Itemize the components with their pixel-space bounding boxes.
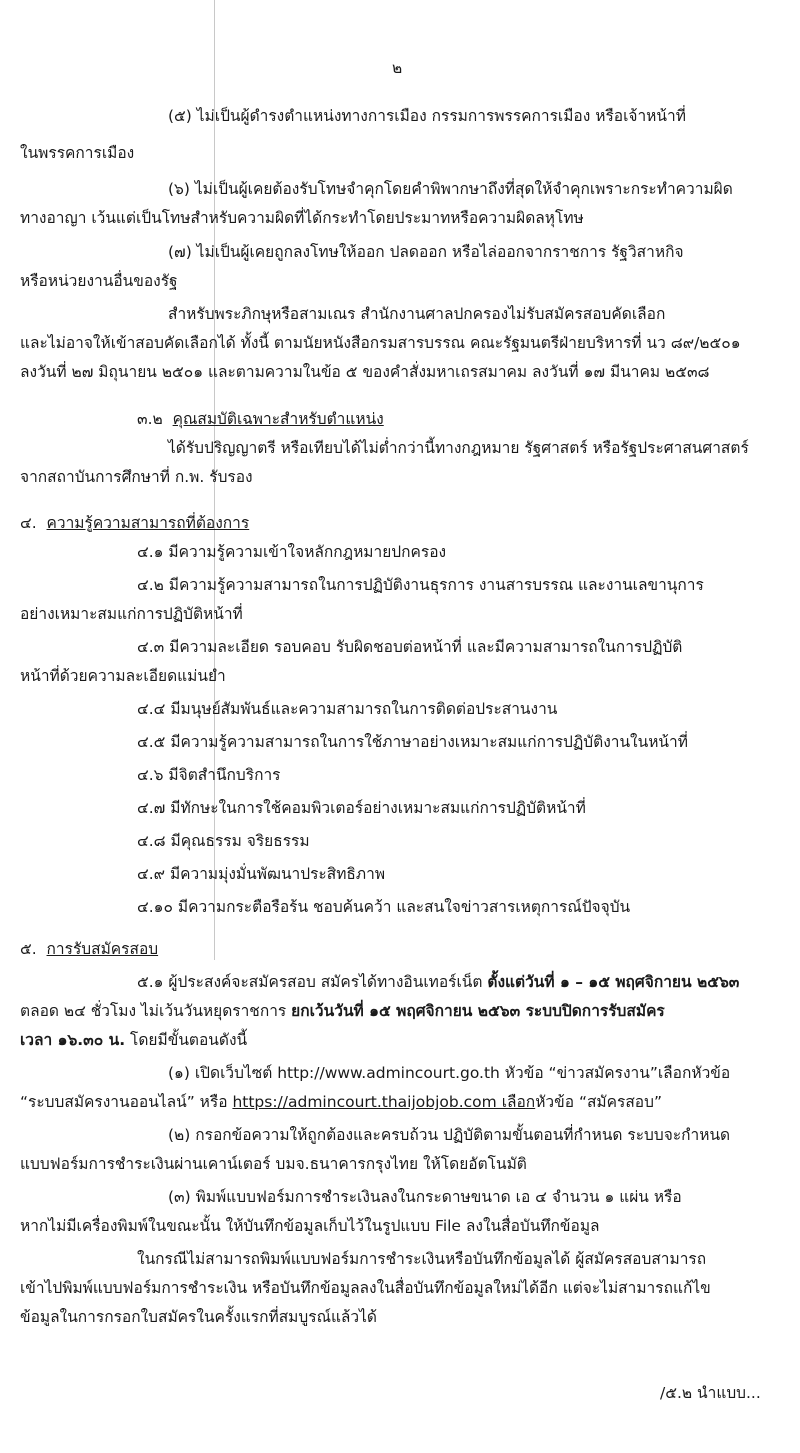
monks-para-line3: ลงวันที่ ๒๗ มิถุนายน ๒๕๐๑ และตามความในข้อ ๕ ของคำสั่งมหาเถรสมาคม ลงวันที่ ๑๗ มีนาคม ๒๕๓๘ xyxy=(20,363,710,381)
section-4-title: ความรู้ความสามารถที่ต้องการ xyxy=(46,514,250,532)
thaijob-link[interactable]: https://admincourt.thaijobjob.com เลือก xyxy=(232,1093,536,1111)
item-4-4: ๔.๔ มีมนุษย์สัมพันธ์และความสามารถในการติดต่อประสานงาน xyxy=(137,700,558,718)
note-line3: ข้อมูลในการกรอกใบสมัครในครั้งแรกที่สมบูรณ์แล้วได้ xyxy=(20,1308,377,1326)
section-5-number: ๕. xyxy=(20,940,37,958)
item-4-8: ๔.๘ มีคุณธรรม จริยธรรม xyxy=(137,832,310,850)
item-4-9: ๔.๙ มีความมุ่งมั่นพัฒนาประสิทธิภาพ xyxy=(137,865,386,883)
item-4-3-line1: ๔.๓ มีความละเอียด รอบคอบ รับผิดชอบต่อหน้าที่ และมีความสามารถในการปฏิบัติ xyxy=(137,638,683,656)
item-4-6: ๔.๖ มีจิตสำนึกบริการ xyxy=(137,766,281,784)
section-5-title: การรับสมัครสอบ xyxy=(46,940,159,958)
section-3-2-heading xyxy=(137,408,384,430)
page-number: ๒ xyxy=(392,59,403,77)
para-3-1-5-line1: (๕) ไม่เป็นผู้ดำรงตำแหน่งทางการเมือง กรรมการพรรคการเมือง หรือเจ้าหน้าที่ xyxy=(168,107,686,125)
step-1-line2: “ระบบสมัครงานออนไลน์” หรือ https://admincourt.thaijobjob.com เลือกหัวข้อ “สมัครสอบ” xyxy=(20,1093,662,1111)
section-4-heading xyxy=(20,512,249,534)
monks-para-line1: สำหรับพระภิกษุหรือสามเณร สำนักงานศาลปกครองไม่รับสมัครสอบคัดเลือก xyxy=(168,305,666,323)
section-3-2-line2: จากสถาบันการศึกษาที่ ก.พ. รับรอง xyxy=(20,468,253,486)
section-5-heading xyxy=(20,938,158,960)
item-4-2-line1: ๔.๒ มีความรู้ความสามารถในการปฏิบัติงานธุรการ งานสารบรรณ และงานเลขานุการ xyxy=(137,576,704,594)
item-4-3-line2: หน้าที่ด้วยความละเอียดแม่นยำ xyxy=(20,667,226,685)
step-2-line1: (๒) กรอกข้อความให้ถูกต้องและครบถ้วน ปฏิบัติตามขั้นตอนที่กำหนด ระบบจะกำหนด xyxy=(168,1126,731,1144)
note-line2: เข้าไปพิมพ์แบบฟอร์มการชำระเงิน หรือบันทึกข้อมูลลงในสื่อบันทึกข้อมูลใหม่ได้อีก แต่จะไม่สามารถแก้ไข xyxy=(20,1279,711,1297)
item-4-5: ๔.๕ มีความรู้ความสามารถในการใช้ภาษาอย่างเหมาะสมแก่การปฏิบัติงานในหน้าที่ xyxy=(137,733,688,751)
step-1-line1: (๑) เปิดเว็บไซต์ http://www.admincourt.go.th หัวข้อ “ข่าวสมัครงาน”เลือกหัวข้อ xyxy=(168,1064,731,1082)
step-3-line2: หากไม่มีเครื่องพิมพ์ในขณะนั้น ให้บันทึกข้อมูลเก็บไว้ในรูปแบบ File ลงในสื่อบันทึกข้อมูล xyxy=(20,1217,600,1235)
section-3-2-number: ๓.๒ xyxy=(137,410,163,428)
para-3-1-6-line2: ทางอาญา เว้นแต่เป็นโทษสำหรับความผิดที่ได้กระทำโดยประมาทหรือความผิดลหุโทษ xyxy=(20,209,584,227)
continuation-marker: /๕.๒ นำแบบ... xyxy=(660,1384,761,1402)
monks-para-line2: และไม่อาจให้เข้าสอบคัดเลือกได้ ทั้งนี้ ตามนัยหนังสือกรมสารบรรณ คณะรัฐมนตรีฝ่ายบริหารที่ นว ๘๙/๒๕๐๑ xyxy=(20,334,741,352)
step-3-line1: (๓) พิมพ์แบบฟอร์มการชำระเงินลงในกระดาษขนาด เอ ๔ จำนวน ๑ แผ่น หรือ xyxy=(168,1188,682,1206)
item-4-2-line2: อย่างเหมาะสมแก่การปฏิบัติหน้าที่ xyxy=(20,605,243,623)
para-3-1-5-line2: ในพรรคการเมือง xyxy=(20,144,135,162)
para-3-1-7-line2: หรือหน่วยงานอื่นของรัฐ xyxy=(20,272,178,290)
para-5-1-line1: ๕.๑ ผู้ประสงค์จะสมัครสอบ สมัครได้ทางอินเทอร์เน็ต ตั้งแต่วันที่ ๑ – ๑๕ พฤศจิกายน ๒๕๖๓ xyxy=(137,973,740,991)
para-5-1-line2: ตลอด ๒๔ ชั่วโมง ไม่เว้นวันหยุดราชการ ยกเว้นวันที่ ๑๕ พฤศจิกายน ๒๕๖๓ ระบบปิดการรับสมัคร xyxy=(20,1002,665,1020)
item-4-7: ๔.๗ มีทักษะในการใช้คอมพิวเตอร์อย่างเหมาะสมแก่การปฏิบัติหน้าที่ xyxy=(137,799,586,817)
step-2-line2: แบบฟอร์มการชำระเงินผ่านเคาน์เตอร์ บมจ.ธนาคารกรุงไทย ให้โดยอัตโนมัติ xyxy=(20,1155,527,1173)
para-3-1-6-line1: (๖) ไม่เป็นผู้เคยต้องรับโทษจำคุกโดยคำพิพากษาถึงที่สุดให้จำคุกเพราะกระทำความผิด xyxy=(168,180,733,198)
para-3-1-7-line1: (๗) ไม่เป็นผู้เคยถูกลงโทษให้ออก ปลดออก หรือไล่ออกจากราชการ รัฐวิสาหกิจ xyxy=(168,243,684,261)
note-line1: ในกรณีไม่สามารถพิมพ์แบบฟอร์มการชำระเงินหรือบันทึกข้อมูลได้ ผู้สมัครสอบสามารถ xyxy=(137,1250,707,1268)
section-4-number: ๔. xyxy=(20,514,37,532)
section-3-2-title: คุณสมบัติเฉพาะสำหรับตำแหน่ง xyxy=(172,410,384,428)
para-5-1-line3: เวลา ๑๖.๓๐ น. โดยมีขั้นตอนดังนี้ xyxy=(20,1031,248,1049)
item-4-10: ๔.๑๐ มีความกระตือรือร้น ชอบค้นคว้า และสนใจข่าวสารเหตุการณ์ปัจจุบัน xyxy=(137,898,631,916)
section-3-2-line1: ได้รับปริญญาตรี หรือเทียบได้ไม่ต่ำกว่านี้ทางกฎหมาย รัฐศาสตร์ หรือรัฐประศาสนศาสตร์ xyxy=(168,439,749,457)
item-4-1: ๔.๑ มีความรู้ความเข้าใจหลักกฎหมายปกครอง xyxy=(137,543,447,561)
